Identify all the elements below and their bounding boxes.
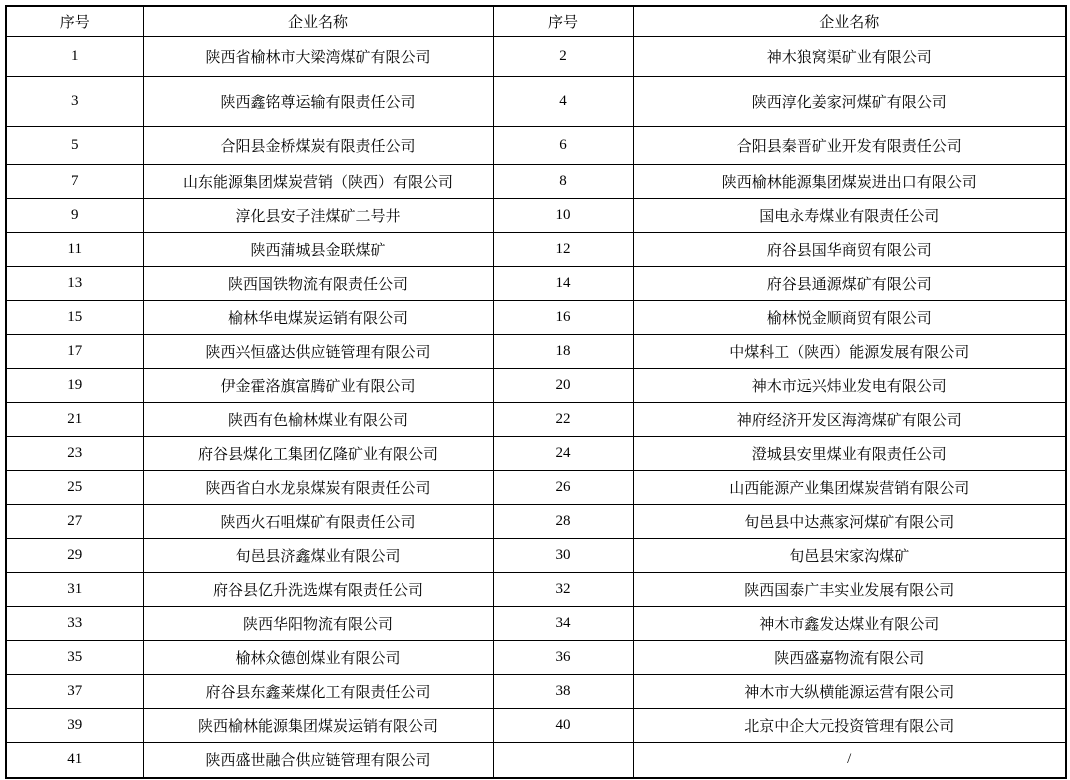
serial-number-cell: 13 bbox=[6, 266, 143, 300]
serial-number-cell: 39 bbox=[6, 708, 143, 742]
table-row bbox=[6, 36, 1066, 76]
table-row bbox=[6, 300, 1066, 334]
serial-number-cell: 16 bbox=[493, 300, 633, 334]
company-name-cell: 榆林悦金顺商贸有限公司 bbox=[633, 300, 1066, 334]
company-name-cell: 府谷县国华商贸有限公司 bbox=[633, 232, 1066, 266]
serial-number-cell: 34 bbox=[493, 606, 633, 640]
serial-number-cell: 40 bbox=[493, 708, 633, 742]
serial-number-cell: 10 bbox=[493, 198, 633, 232]
company-list-table bbox=[5, 5, 1067, 779]
serial-number-cell: 9 bbox=[6, 198, 143, 232]
company-name-cell: 陕西鑫铭尊运输有限责任公司 bbox=[143, 76, 493, 126]
serial-number-cell: 33 bbox=[6, 606, 143, 640]
company-name-cell: 淳化县安子洼煤矿二号井 bbox=[143, 198, 493, 232]
serial-number-cell: 25 bbox=[6, 470, 143, 504]
serial-number-cell: 35 bbox=[6, 640, 143, 674]
serial-number-cell: 5 bbox=[6, 126, 143, 164]
serial-number-cell: 38 bbox=[493, 674, 633, 708]
company-name-cell: 中煤科工（陕西）能源发展有限公司 bbox=[633, 334, 1066, 368]
company-name-cell: 山西能源产业集团煤炭营销有限公司 bbox=[633, 470, 1066, 504]
company-name-cell: 府谷县亿升洗选煤有限责任公司 bbox=[143, 572, 493, 606]
company-name-cell: 旬邑县济鑫煤业有限公司 bbox=[143, 538, 493, 572]
table-row bbox=[6, 640, 1066, 674]
table-row bbox=[6, 266, 1066, 300]
company-name-cell: 陕西省榆林市大梁湾煤矿有限公司 bbox=[143, 36, 493, 76]
serial-number-cell: 24 bbox=[493, 436, 633, 470]
serial-number-cell: 26 bbox=[493, 470, 633, 504]
company-name-cell: 伊金霍洛旗富腾矿业有限公司 bbox=[143, 368, 493, 402]
company-name-cell: 陕西有色榆林煤业有限公司 bbox=[143, 402, 493, 436]
table-row bbox=[6, 742, 1066, 778]
serial-number-cell: 41 bbox=[6, 742, 143, 778]
serial-number-cell: 32 bbox=[493, 572, 633, 606]
company-name-cell: 府谷县东鑫莱煤化工有限责任公司 bbox=[143, 674, 493, 708]
company-name-cell: 榆林华电煤炭运销有限公司 bbox=[143, 300, 493, 334]
company-name-cell: 陕西华阳物流有限公司 bbox=[143, 606, 493, 640]
header-company-right: 企业名称 bbox=[633, 6, 1066, 36]
company-name-cell: 陕西蒲城县金联煤矿 bbox=[143, 232, 493, 266]
serial-number-cell: 37 bbox=[6, 674, 143, 708]
serial-number-cell: 27 bbox=[6, 504, 143, 538]
serial-number-cell: 6 bbox=[493, 126, 633, 164]
serial-number-cell: 11 bbox=[6, 232, 143, 266]
serial-number-cell: 19 bbox=[6, 368, 143, 402]
serial-number-cell: 21 bbox=[6, 402, 143, 436]
table-row bbox=[6, 470, 1066, 504]
company-name-cell: 陕西盛世融合供应链管理有限公司 bbox=[143, 742, 493, 778]
company-name-cell: 神府经济开发区海湾煤矿有限公司 bbox=[633, 402, 1066, 436]
company-name-cell: 陕西榆林能源集团煤炭运销有限公司 bbox=[143, 708, 493, 742]
company-name-cell: 北京中企大元投资管理有限公司 bbox=[633, 708, 1066, 742]
table-row bbox=[6, 538, 1066, 572]
company-name-cell: 府谷县通源煤矿有限公司 bbox=[633, 266, 1066, 300]
serial-number-cell: 36 bbox=[493, 640, 633, 674]
serial-number-cell: 30 bbox=[493, 538, 633, 572]
serial-number-cell: 8 bbox=[493, 164, 633, 198]
company-name-cell: 陕西国泰广丰实业发展有限公司 bbox=[633, 572, 1066, 606]
header-company-left: 企业名称 bbox=[143, 6, 493, 36]
company-name-cell: 神木市鑫发达煤业有限公司 bbox=[633, 606, 1066, 640]
table-row bbox=[6, 436, 1066, 470]
company-name-cell: 陕西省白水龙泉煤炭有限责任公司 bbox=[143, 470, 493, 504]
company-name-cell: / bbox=[633, 742, 1066, 778]
table-row bbox=[6, 402, 1066, 436]
company-name-cell: 陕西国铁物流有限责任公司 bbox=[143, 266, 493, 300]
serial-number-cell: 2 bbox=[493, 36, 633, 76]
company-name-cell: 陕西火石咀煤矿有限责任公司 bbox=[143, 504, 493, 538]
table-row bbox=[6, 708, 1066, 742]
header-serial-left: 序号 bbox=[6, 6, 143, 36]
company-name-cell: 旬邑县宋家沟煤矿 bbox=[633, 538, 1066, 572]
serial-number-cell: 1 bbox=[6, 36, 143, 76]
serial-number-cell bbox=[493, 742, 633, 778]
company-name-cell: 榆林众德创煤业有限公司 bbox=[143, 640, 493, 674]
serial-number-cell: 4 bbox=[493, 76, 633, 126]
serial-number-cell: 28 bbox=[493, 504, 633, 538]
serial-number-cell: 18 bbox=[493, 334, 633, 368]
serial-number-cell: 31 bbox=[6, 572, 143, 606]
company-name-cell: 旬邑县中达燕家河煤矿有限公司 bbox=[633, 504, 1066, 538]
serial-number-cell: 23 bbox=[6, 436, 143, 470]
header-serial-right: 序号 bbox=[493, 6, 633, 36]
company-name-cell: 府谷县煤化工集团亿隆矿业有限公司 bbox=[143, 436, 493, 470]
company-name-cell: 合阳县金桥煤炭有限责任公司 bbox=[143, 126, 493, 164]
table-row bbox=[6, 504, 1066, 538]
serial-number-cell: 7 bbox=[6, 164, 143, 198]
table-body bbox=[6, 36, 1066, 778]
company-name-cell: 山东能源集团煤炭营销（陕西）有限公司 bbox=[143, 164, 493, 198]
company-name-cell: 陕西兴恒盛达供应链管理有限公司 bbox=[143, 334, 493, 368]
table-row bbox=[6, 572, 1066, 606]
company-name-cell: 合阳县秦晋矿业开发有限责任公司 bbox=[633, 126, 1066, 164]
serial-number-cell: 3 bbox=[6, 76, 143, 126]
table-row bbox=[6, 368, 1066, 402]
company-name-cell: 国电永寿煤业有限责任公司 bbox=[633, 198, 1066, 232]
table-row bbox=[6, 232, 1066, 266]
table-row bbox=[6, 334, 1066, 368]
table-row bbox=[6, 606, 1066, 640]
company-name-cell: 陕西淳化姜家河煤矿有限公司 bbox=[633, 76, 1066, 126]
serial-number-cell: 22 bbox=[493, 402, 633, 436]
company-name-cell: 神木市远兴炜业发电有限公司 bbox=[633, 368, 1066, 402]
serial-number-cell: 29 bbox=[6, 538, 143, 572]
table-header-row bbox=[6, 6, 1066, 36]
serial-number-cell: 20 bbox=[493, 368, 633, 402]
serial-number-cell: 15 bbox=[6, 300, 143, 334]
company-name-cell: 神木市大纵横能源运营有限公司 bbox=[633, 674, 1066, 708]
company-name-cell: 澄城县安里煤业有限责任公司 bbox=[633, 436, 1066, 470]
table-row bbox=[6, 164, 1066, 198]
table-row bbox=[6, 198, 1066, 232]
company-name-cell: 神木狼窝渠矿业有限公司 bbox=[633, 36, 1066, 76]
company-name-cell: 陕西盛嘉物流有限公司 bbox=[633, 640, 1066, 674]
table-row bbox=[6, 674, 1066, 708]
table-row bbox=[6, 76, 1066, 126]
table-row bbox=[6, 126, 1066, 164]
serial-number-cell: 17 bbox=[6, 334, 143, 368]
company-name-cell: 陕西榆林能源集团煤炭进出口有限公司 bbox=[633, 164, 1066, 198]
serial-number-cell: 14 bbox=[493, 266, 633, 300]
serial-number-cell: 12 bbox=[493, 232, 633, 266]
